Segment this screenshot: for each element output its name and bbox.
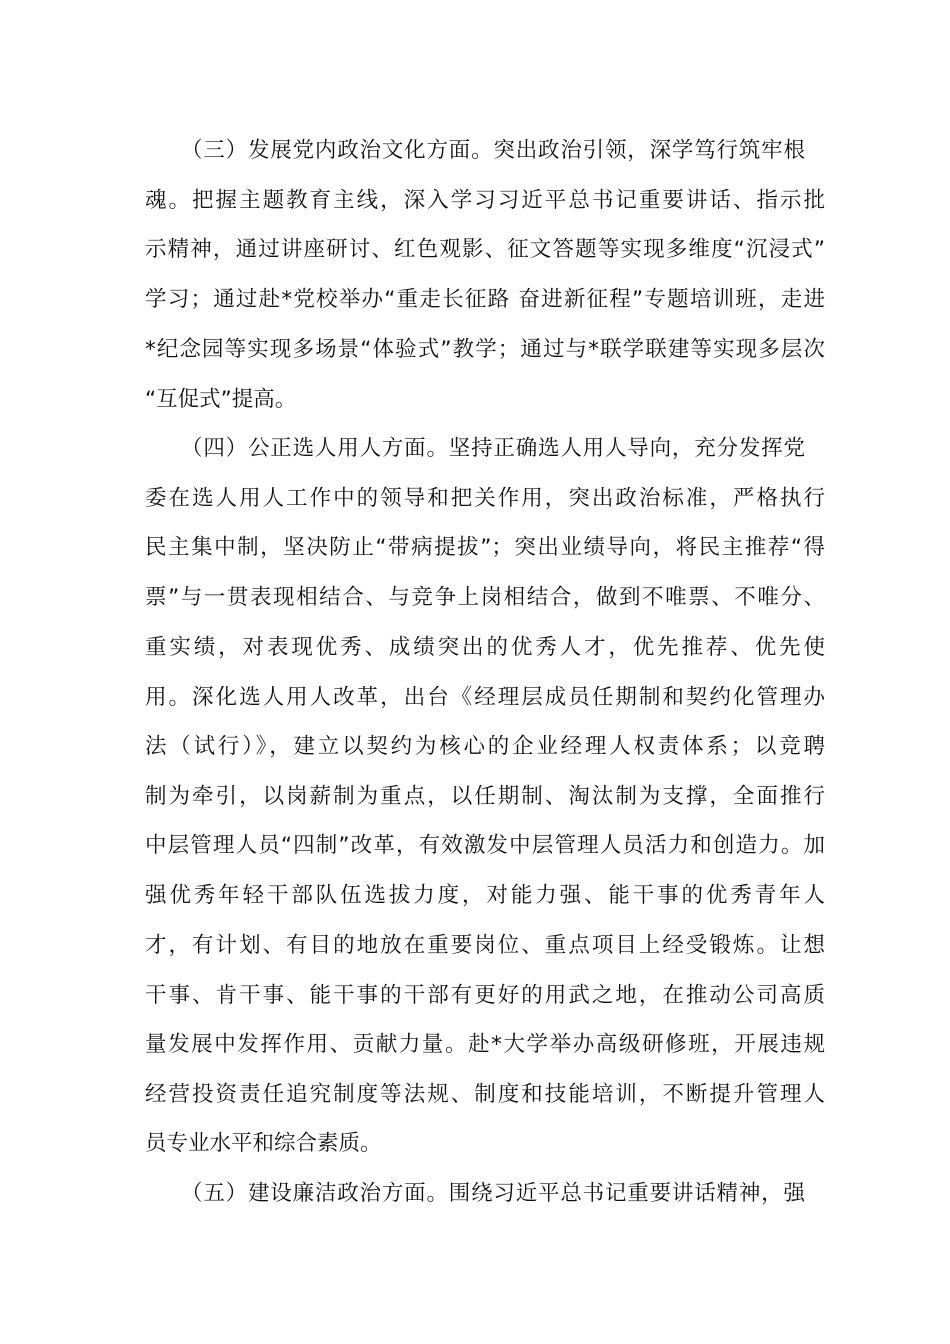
text-line: 示精神，通过讲座研讨、红色观影、征文答题等实现多维度“沉浸式” [145,237,825,262]
text-line: “互促式”提高。 [145,387,297,412]
text-line: （五）建设廉洁政治方面。围绕习近平总书记重要讲话精神，强 [181,1181,805,1206]
text-line: 用。深化选人用人改革，出台《经理层成员任期制和契约化管理办 [145,685,825,710]
text-line: （四）公正选人用人方面。坚持正确选人用人导向，充分发挥党 [181,436,805,461]
text-line: 委在选人用人工作中的领导和把关作用，突出政治标准，严格执行 [145,486,825,511]
text-line: 员专业水平和综合素质。 [145,1131,382,1156]
text-line: 经营投资责任追究制度等法规、制度和技能培训，不断提升管理人 [145,1082,825,1107]
text-line: 法（试行）》，建立以契约为核心的企业经理人权责体系；以竞聘 [145,734,825,759]
text-line: 票”与一贯表现相结合、与竞争上岗相结合，做到不唯票、不唯分、 [145,585,825,610]
text-line: 学习；通过赴*党校举办“重走长征路 奋进新征程”专题培训班，走进 [145,287,825,312]
text-line: 强优秀年轻干部队伍选拔力度，对能力强、能干事的优秀青年人 [145,883,825,908]
text-line: 制为牵引，以岗薪制为重点，以任期制、淘汰制为支撑，全面推行 [145,784,825,809]
text-line: 量发展中发挥作用、贡献力量。赴*大学举办高级研修班，开展违规 [145,1032,825,1057]
text-line: （三）发展党内政治文化方面。突出政治引领，深学笃行筑牢根 [181,138,805,163]
text-line: 中层管理人员“四制”改革，有效激发中层管理人员活力和创造力。加 [145,833,825,858]
text-line: 才，有计划、有目的地放在重要岗位、重点项目上经受锻炼。让想 [145,933,825,958]
text-line: 民主集中制，坚决防止“带病提拔”；突出业绩导向，将民主推荐“得 [145,535,825,560]
text-line: 魂。把握主题教育主线，深入学习习近平总书记重要讲话、指示批 [145,188,825,213]
text-line: 重实绩，对表现优秀、成绩突出的优秀人才，优先推荐、优先使 [145,635,825,660]
text-line: 干事、肯干事、能干事的干部有更好的用武之地，在推动公司高质 [145,983,825,1008]
text-line: *纪念园等实现多场景“体验式”教学；通过与*联学联建等实现多层次 [145,337,825,362]
